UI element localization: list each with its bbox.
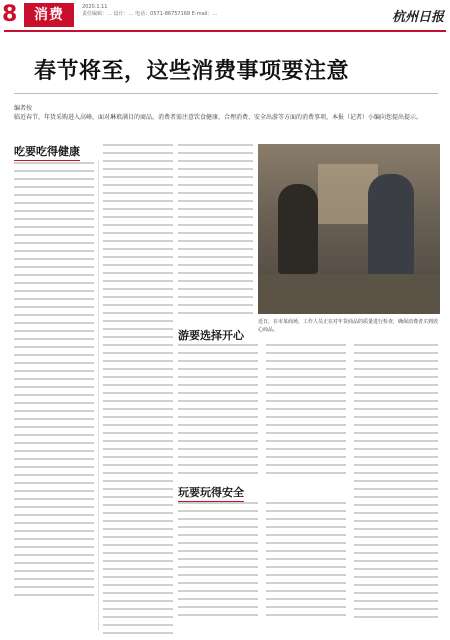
editor-note-label: 编者按 — [14, 105, 33, 112]
text-column-travel-3 — [354, 344, 438, 624]
person-silhouette — [368, 174, 414, 284]
header-rule — [4, 30, 446, 32]
header-meta — [82, 4, 217, 18]
subheading-travel: 游要选择开心 — [178, 327, 244, 345]
headline-divider — [14, 93, 438, 94]
text-column-play-1 — [178, 502, 258, 622]
section-label: 消费 — [24, 3, 74, 27]
person-silhouette — [278, 184, 318, 274]
subheading-play: 玩要玩得安全 — [178, 484, 244, 502]
newspaper-logo: 杭州日报 — [391, 10, 444, 25]
photo-caption: 近日，在市某商场，工作人员正在对年货商品的质量进行检查，确保消费者买到放心商品。 — [258, 319, 439, 333]
text-column-travel-2 — [266, 344, 346, 480]
page-header — [0, 0, 450, 32]
subheading-eat: 吃要吃得健康 — [14, 143, 80, 161]
lead-paragraph: 临近春节，年货采购进入高峰，面对琳琅满目的商品，消费者需注意饮食健康、合理消费、安全出游等方面的消费事项，本报（记者）小编向您提出提示。 — [14, 114, 423, 121]
shopping-photo — [258, 144, 440, 314]
issue-date: 2020.1.11 — [82, 4, 108, 10]
text-column-2 — [103, 144, 173, 640]
counter-shape — [258, 274, 440, 314]
page-number: 8 — [2, 2, 18, 27]
column-divider — [98, 160, 99, 630]
text-column-3-top — [178, 144, 253, 320]
text-column-1 — [14, 162, 94, 602]
page-headline: 春节将至，这些消费事项要注意 — [34, 58, 350, 84]
text-column-travel-1 — [178, 344, 258, 480]
editor-contact: 责任编辑：… 设计：… 电话：0571-86757168 E-mail：… — [82, 11, 218, 17]
text-column-play-2 — [266, 502, 346, 622]
